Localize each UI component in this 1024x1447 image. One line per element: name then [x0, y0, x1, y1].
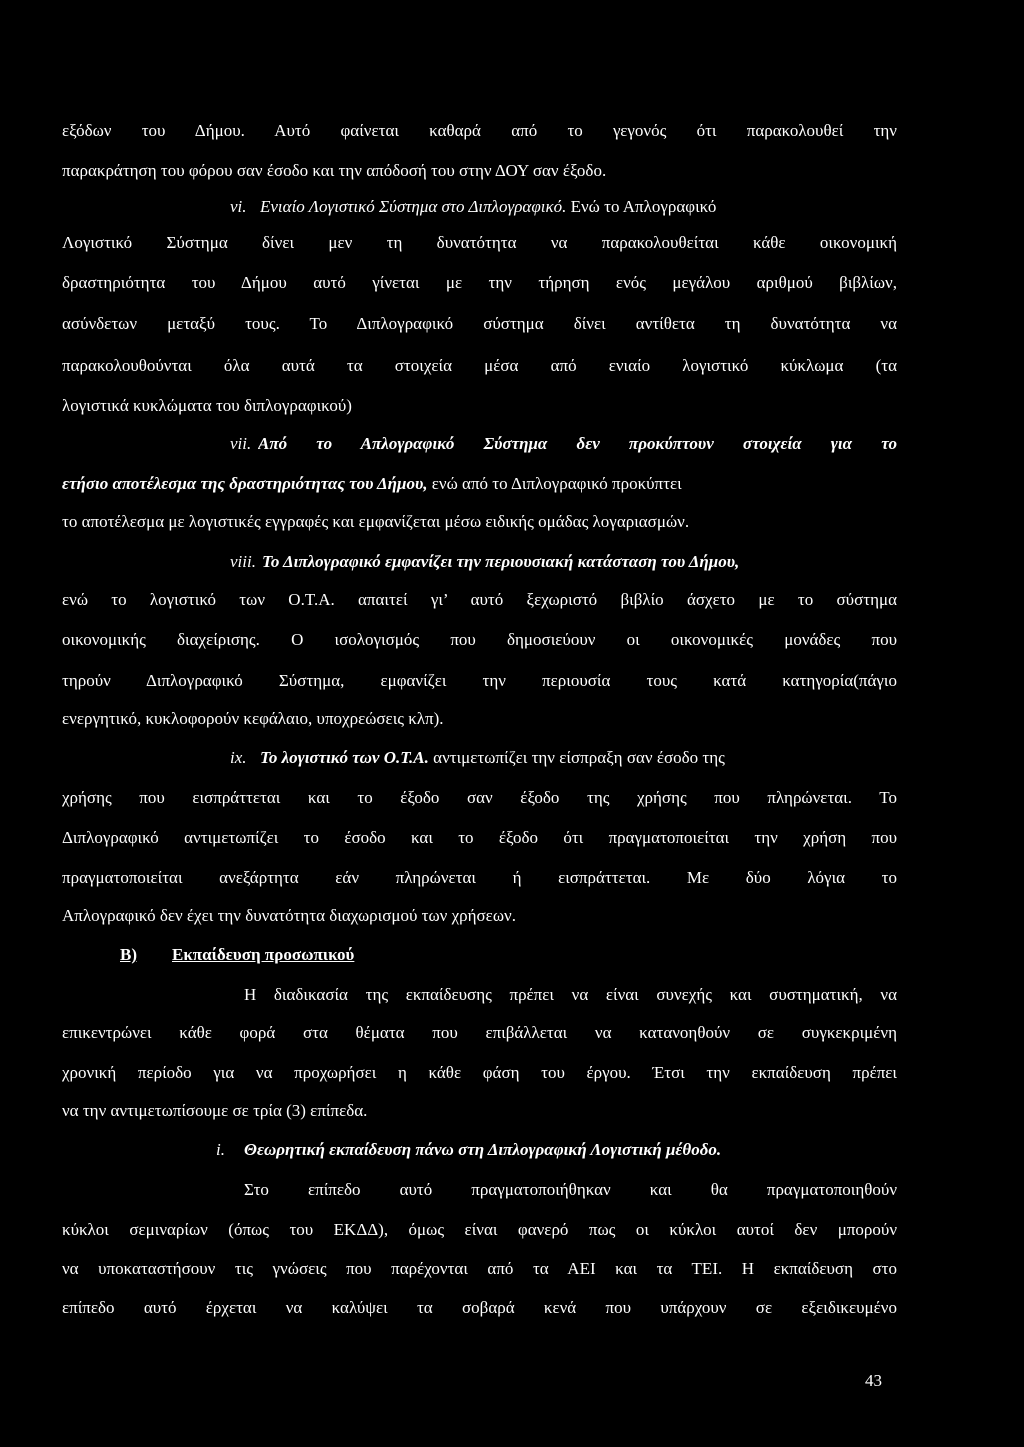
item-vi-marker: vi. — [230, 197, 247, 216]
text-line: παρακολουθούνται όλα αυτά τα στοιχεία μέσα από ενιαίο λογιστικό κύκλωμα (τα — [62, 356, 897, 375]
page-number: 43 — [865, 1371, 882, 1390]
text-line: τηρούν Διπλογραφικό Σύστημα, εμφανίζει την περιουσία τους κατά κατηγορία(πάγιο — [62, 671, 897, 690]
item-vi-title: Ενιαίο Λογιστικό Σύστημα στο Διπλογραφικό. — [260, 197, 567, 216]
item-ix-heading-line — [260, 747, 897, 769]
item-ix-marker: ix. — [230, 748, 247, 767]
item-vii-line2-rest: ενώ από το Διπλογραφικό προκύπτει — [427, 474, 682, 493]
text-line: Η διαδικασία της εκπαίδευσης πρέπει να είναι συνεχής και συστηματική, να — [244, 985, 897, 1004]
text-line: ενεργητικό, κυκλοφορούν κεφάλαιο, υποχρεώσεις κλπ). — [62, 709, 444, 728]
text-line: το αποτέλεσμα με λογιστικές εγγραφές και εμφανίζεται μέσω ειδικής ομάδας λογαριασμών. — [62, 512, 690, 531]
text-line: εξόδων του Δήμου. Αυτό φαίνεται καθαρά από το γεγονός ότι παρακολουθεί την — [62, 121, 897, 140]
text-line: δραστηριότητα του Δήμου αυτό γίνεται με την τήρηση ενός μεγάλου αριθμού βιβλίων, — [62, 273, 897, 292]
item-vii-marker: vii. — [230, 434, 252, 453]
text-line: Λογιστικό Σύστημα δίνει μεν τη δυνατότητα να παρακολουθείται κάθε οικονομική — [62, 233, 897, 252]
text-line: Απλογραφικό δεν έχει την δυνατότητα διαχωρισμού των χρήσεων. — [62, 906, 516, 925]
text-line: επικεντρώνει κάθε φορά στα θέματα που επιβάλλεται να κατανοηθούν σε συγκεκριμένη — [62, 1023, 897, 1042]
item-viii-title: Το Διπλογραφικό εμφανίζει την περιουσιακή κατάσταση του Δήμου, — [262, 552, 740, 571]
item-viii-marker: viii. — [230, 552, 256, 571]
item-i-marker: i. — [216, 1140, 225, 1159]
section-b-marker: Β) — [120, 945, 137, 964]
text-line: κύκλοι σεμιναρίων (όπως του ΕΚΔΔ), όμως είναι φανερό πως οι κύκλοι αυτοί δεν μπορούν — [62, 1220, 897, 1239]
text-line: να την αντιμετωπίσουμε σε τρία (3) επίπεδα. — [62, 1101, 368, 1120]
text-line: πραγματοποιείται ανεξάρτητα εάν πληρώνεται ή εισπράττεται. Με δύο λόγια το — [62, 868, 897, 887]
item-ix-line1-rest: αντιμετωπίζει την είσπραξη σαν έσοδο της — [428, 748, 725, 767]
text-line: χρήσης που εισπράττεται και το έξοδο σαν έξοδο της χρήσης που πληρώνεται. Το — [62, 788, 897, 807]
section-b-heading: Εκπαίδευση προσωπικού — [172, 945, 355, 964]
text-line: να υποκαταστήσουν τις γνώσεις που παρέχονται από τα ΑΕΙ και τα ΤΕΙ. Η εκπαίδευση στο — [62, 1259, 897, 1278]
text-line: Στο επίπεδο αυτό πραγματοποιήθηκαν και θα πραγματοποιηθούν — [244, 1180, 897, 1199]
text-line: Διπλογραφικό αντιμετωπίζει το έσοδο και το έξοδο ότι πραγματοποιείται την χρήση που — [62, 828, 897, 847]
item-vi-heading-line — [260, 196, 897, 218]
text-line: οικονομικής διαχείρισης. Ο ισολογισμός που δημοσιεύουν οι οικονομικές μονάδες που — [62, 630, 897, 649]
text-line: παρακράτηση του φόρου σαν έσοδο και την απόδοσή του στην ΔΟΥ σαν έξοδο. — [62, 161, 607, 180]
item-vii-title-line2: ετήσιο αποτέλεσμα της δραστηριότητας του Δήμου, — [62, 474, 428, 493]
text-line: λογιστικά κυκλώματα του διπλογραφικού) — [62, 396, 352, 415]
text-line: ασύνδετων μεταξύ τους. Το Διπλογραφικό σύστημα δίνει αντίθετα τη δυνατότητα να — [62, 314, 897, 333]
item-vii-line2 — [62, 473, 897, 495]
item-i-title: Θεωρητική εκπαίδευση πάνω στη Διπλογραφική Λογιστική μέθοδο. — [244, 1140, 722, 1159]
text-line: ενώ το λογιστικό των Ο.Τ.Α. απαιτεί γι’ αυτό ξεχωριστό βιβλίο άσχετο με το σύστημα — [62, 590, 897, 609]
text-line: επίπεδο αυτό έρχεται να καλύψει τα σοβαρά κενά που υπάρχουν σε εξειδικευμένο — [62, 1298, 897, 1317]
text-line: χρονική περίοδο για να προχωρήσει η κάθε φάση του έργου. Έτσι την εκπαίδευση πρέπει — [62, 1063, 897, 1082]
item-vi-line1-rest: Ενώ το Απλογραφικό — [570, 197, 717, 216]
item-vii-title-line1: Από το Απλογραφικό Σύστημα δεν προκύπτουν στοιχεία για το — [258, 434, 897, 453]
item-ix-title: Το λογιστικό των Ο.Τ.Α. — [260, 748, 429, 767]
